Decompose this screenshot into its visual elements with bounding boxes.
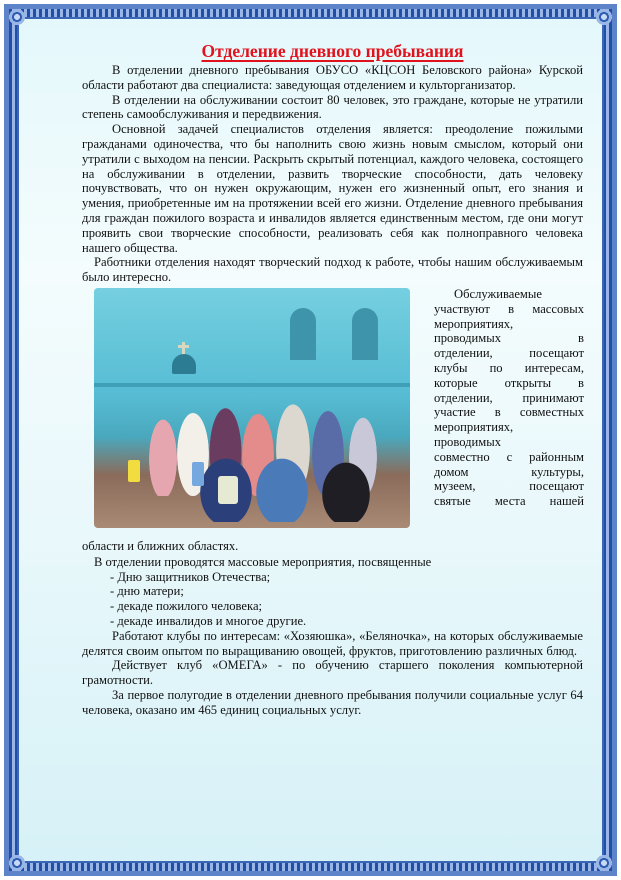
side-text-line: проводимых [434,434,502,449]
bag-shape [192,462,204,486]
side-text-line: святые места нашей [434,494,584,509]
side-text [434,287,584,509]
cross-icon [178,345,189,348]
paragraph-results: За первое полугодие в отделении дневного пребывания получили социальные услуг 64 человека, оказано им 465 единиц социальных услуг. [82,687,583,717]
corner-ornament-icon [9,855,25,871]
side-text-line: музеем, посещают [434,479,584,494]
side-text-line: мероприятиях, [434,420,514,435]
wall-line [94,383,410,387]
paragraph-clients: В отделении на обслуживании состоит 80 человек, это граждане, которые не утратили степень самообслуживания и передвижения. [82,92,583,122]
bag-shape [218,476,238,504]
corner-ornament-icon [596,9,612,25]
corner-ornament-icon [9,9,25,25]
paragraph-clubs: Работают клубы по интересам: «Хозяюшка», «Беляночка», на которых обслуживаемые делятся своим опытом по выращиванию овощей, фруктов, приготовлению различных блюд. [82,628,583,658]
paragraph-staff: Работники отделения находят творческий подход к работе, чтобы нашим обслуживаемым было интересно. [82,255,583,285]
side-text-line: мероприятиях, [434,316,514,331]
list-item: - Дню защитников Отечества; [110,569,271,584]
side-text-line: участие в совместных [434,405,584,420]
list-item: - декаде пожилого человека; [110,599,263,614]
dome-shape [172,354,196,374]
side-text-line: Обслуживаемые [454,286,542,301]
paragraph-intro: В отделении дневного пребывания ОБУСО «КЦСОН Беловского района» Курской области работают два специалиста: заведующая отделением и культорганизатор. [82,63,583,92]
list-item: - дню матери; [110,584,184,599]
side-text-line: которые открыты в [434,375,584,390]
side-text-line: домом культуры, [434,464,584,479]
group-photo [94,288,410,528]
side-text-line: клубы по интересам, [434,360,584,375]
side-text-line: совместно с районным [434,449,584,464]
bag-shape [128,460,140,482]
paragraph-goals: Основной задачей специалистов отделения является: преодоление пожилыми гражданами одиночества, что бы наполнить свою жизнь новым смыслом, который они утратили с выходом на пенсии. Раскрыть скрытый потенциал, каждого человека, состоящего на обслуживании в отделении, развить творческие способности, дать человеку почувствовать, что он нужен окружающим, нужен его жизненный опыт, его знания и умения, приобретенные им на протяжении всей его жизни. Отделение дневного пребывания для граждан пожилого возраста и инвалидов является единственным местом, где они могут проявить свои творческие способности, реализовать себя как полноправного человека нашего общества. [82,122,583,255]
side-text-end: области и ближних областях. [82,538,239,553]
side-text-line: отделении, посещают [434,346,584,361]
corner-ornament-icon [596,855,612,871]
events-intro: В отделении проводятся массовые мероприятия, посвященные [94,554,432,569]
side-text-line: проводимых в [434,331,584,346]
side-text-line: участвуют в массовых [434,301,584,316]
photo-section [82,286,583,548]
list-item: - декаде инвалидов и многое другие. [110,613,307,628]
side-text-line: отделении, принимают [434,390,584,405]
window-shape [352,308,378,360]
document-body [82,40,583,718]
page-title: Отделение дневного пребывания [201,41,464,61]
window-shape [290,308,316,360]
paragraph-omega: Действует клуб «ОМЕГА» - по обучению старшего поколения компьютерной грамотности. [82,658,583,688]
